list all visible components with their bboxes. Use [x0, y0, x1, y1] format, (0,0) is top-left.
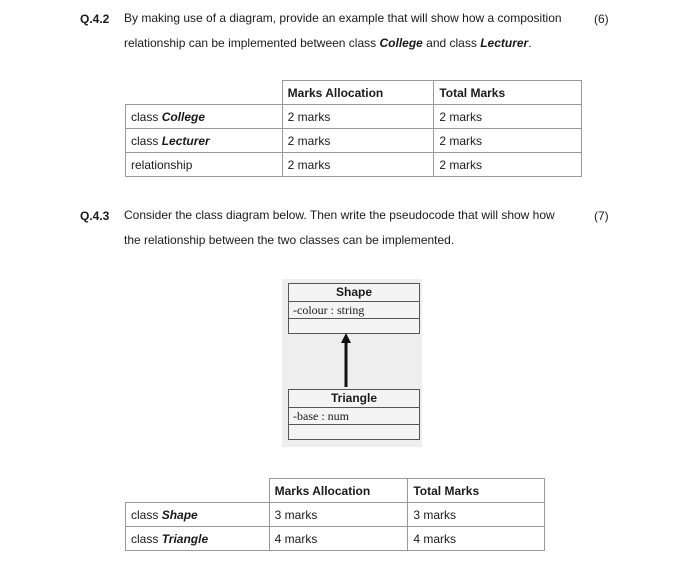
row-label-name: Shape [161, 507, 198, 522]
table-row [126, 527, 545, 551]
row-label-prefix: class [131, 507, 162, 522]
row-label-name: Triangle [161, 531, 209, 546]
q43-marks: (7) [594, 209, 609, 223]
uml-operations [289, 425, 419, 439]
q42-question-text [124, 6, 574, 56]
total-cell: 2 marks [434, 105, 582, 129]
total-cell: 4 marks [408, 527, 545, 551]
alloc-cell: 2 marks [282, 105, 434, 129]
uml-attribute: -colour : string [289, 302, 419, 319]
q43-marks-table [125, 478, 545, 551]
uml-class-triangle [288, 389, 420, 440]
header-total-marks: Total Marks [408, 479, 545, 503]
alloc-cell: 3 marks [269, 503, 408, 527]
q42-class-college: College [379, 36, 423, 50]
row-label-prefix: class [131, 109, 162, 124]
row-label-name: Lecturer [161, 133, 210, 148]
total-cell: 3 marks [408, 503, 545, 527]
row-label [126, 153, 283, 177]
q42-number: Q.4.2 [80, 12, 110, 26]
q43-line2: the relationship between the two classes can be implemented. [124, 233, 455, 247]
q42-line2-mid: and class [422, 36, 481, 50]
header-marks-allocation: Marks Allocation [282, 81, 434, 105]
table-row [126, 105, 582, 129]
row-label [126, 503, 270, 527]
table-header-row [126, 81, 582, 105]
blank-cell [126, 81, 283, 105]
q43-question-text [124, 203, 574, 253]
table-header-row [126, 479, 545, 503]
q42-marks: (6) [594, 12, 609, 26]
q42-line2-end: . [528, 36, 532, 50]
uml-class-name: Shape [289, 284, 419, 302]
q43-line1: Consider the class diagram below. Then write the pseudocode that will show how [124, 208, 555, 222]
row-label-name: College [161, 109, 206, 124]
total-cell: 2 marks [434, 129, 582, 153]
table-row [126, 153, 582, 177]
alloc-cell: 2 marks [282, 129, 434, 153]
row-label-prefix: class [131, 133, 162, 148]
table-row [126, 503, 545, 527]
total-cell: 2 marks [434, 153, 582, 177]
uml-class-name: Triangle [289, 390, 419, 408]
q42-line1: By making use of a diagram, provide an example that will show how a composition [124, 11, 562, 25]
row-label [126, 105, 283, 129]
row-label [126, 129, 283, 153]
q42-class-lecturer: Lecturer [480, 36, 529, 50]
blank-cell [126, 479, 270, 503]
header-marks-allocation: Marks Allocation [269, 479, 408, 503]
row-label [126, 527, 270, 551]
row-label-prefix: relationship [131, 157, 193, 172]
row-label-prefix: class [131, 531, 162, 546]
alloc-cell: 2 marks [282, 153, 434, 177]
class-diagram [282, 279, 422, 447]
table-row [126, 129, 582, 153]
q42-line2-prefix: relationship can be implemented between class [124, 36, 380, 50]
q43-number: Q.4.3 [80, 209, 110, 223]
uml-attribute: -base : num [289, 408, 419, 425]
q42-line2 [124, 31, 574, 56]
alloc-cell: 4 marks [269, 527, 408, 551]
header-total-marks: Total Marks [434, 81, 582, 105]
q42-marks-table [125, 80, 582, 177]
